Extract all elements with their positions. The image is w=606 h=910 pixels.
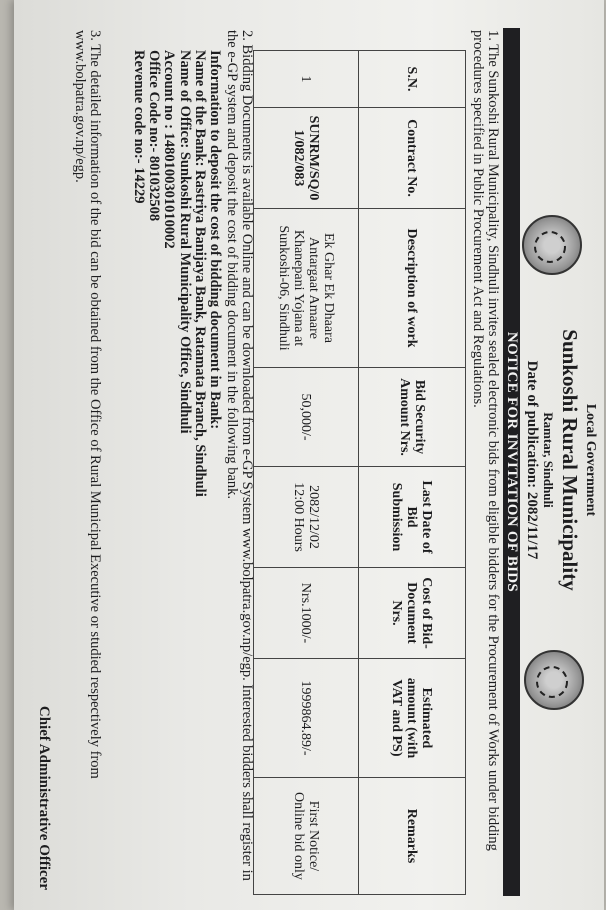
table-header-row: [359, 51, 466, 895]
col-sn: S.N.: [359, 51, 466, 108]
col-last-date: Last Date of Bid Submission: [359, 467, 466, 568]
municipality-location: Ramtar, Sindhuli: [541, 412, 556, 508]
notice-sheet: [14, 10, 604, 910]
office-code: Office Code no:- 801032508: [146, 50, 163, 222]
col-cost-document: Cost of Bid-Document Nrs.: [359, 568, 466, 659]
cell-last-date: 2082/12/02 12:00 Hours: [254, 467, 359, 568]
cell-sn: 1: [254, 51, 359, 108]
col-remarks: Remarks: [359, 778, 466, 895]
publication-date: Date of publication: 2082/11/17: [524, 360, 540, 560]
cell-bid-security: 50,000/-: [254, 368, 359, 467]
col-estimated-amount: Estimated amount (with VAT and PS): [359, 659, 466, 778]
cell-remarks: First Notice/ Online bid only: [254, 778, 359, 895]
account-number: Account no : 1480100301010002: [161, 50, 178, 249]
col-description: Description of work: [359, 209, 466, 368]
header-line1: Local Government: [583, 403, 598, 517]
bank-heading: Information to deposit the cost of bidding document in Bank:: [207, 50, 223, 430]
revenue-code: Revenue code no:- 14229: [130, 50, 147, 204]
notice-paper: [14, 0, 604, 910]
bank-name: Name of the Bank: Rastriya Banijaya Bank, Ratamata Branch, Sindhuli: [191, 50, 208, 497]
table-row: [254, 51, 359, 895]
municipality-title: Sunkoshi Rural Municipality: [558, 329, 582, 591]
office-name: Name of Office: Sunkoshi Rural Municipality Office, Sindhuli: [176, 50, 193, 434]
cell-description: Ek Ghar Ek Dhaara Antargaat Amaare Khanepani Yojana at Sunkoshi-06, Sindhuli: [254, 209, 359, 368]
col-contract-no: Contract No.: [359, 108, 466, 209]
signature-title: Chief Administrative Officer: [36, 705, 52, 890]
bid-table: [253, 50, 466, 895]
cell-estimated-amount: 1999864.89/-: [254, 659, 359, 778]
cell-contract-no: SUNRM/SQ/0 1/082/083: [254, 108, 359, 209]
paragraph-3: 3. The detailed information of the bid can be obtained from the Office of Rural Municipal Executive or studied respectively from www.bolpatra.gov.np/egp.: [72, 30, 103, 779]
cell-cost-document: Nrs.1000/-: [254, 568, 359, 659]
paragraph-1: 1. The Sunkoshi Rural Municipality, Sindhuli invites sealed electronic bids from eligible bidders for the Procurement of Works under bidding procedures specified in Public Procurement Act and Regulations.: [470, 30, 501, 851]
paragraph-2: 2. Bidding Documents is available Online and can be downloaded from e-GP System www.bolpatra.gov.np/egp. Interested bidders shall register in the e-GP system and deposit the cost of bidding document in the following bank.: [224, 30, 255, 881]
bank-info: [131, 50, 222, 870]
col-bid-security: Bid Security Amount Nrs.: [359, 368, 466, 467]
notice-banner: NOTICE FOR INVITATION OF BIDS: [503, 28, 520, 896]
